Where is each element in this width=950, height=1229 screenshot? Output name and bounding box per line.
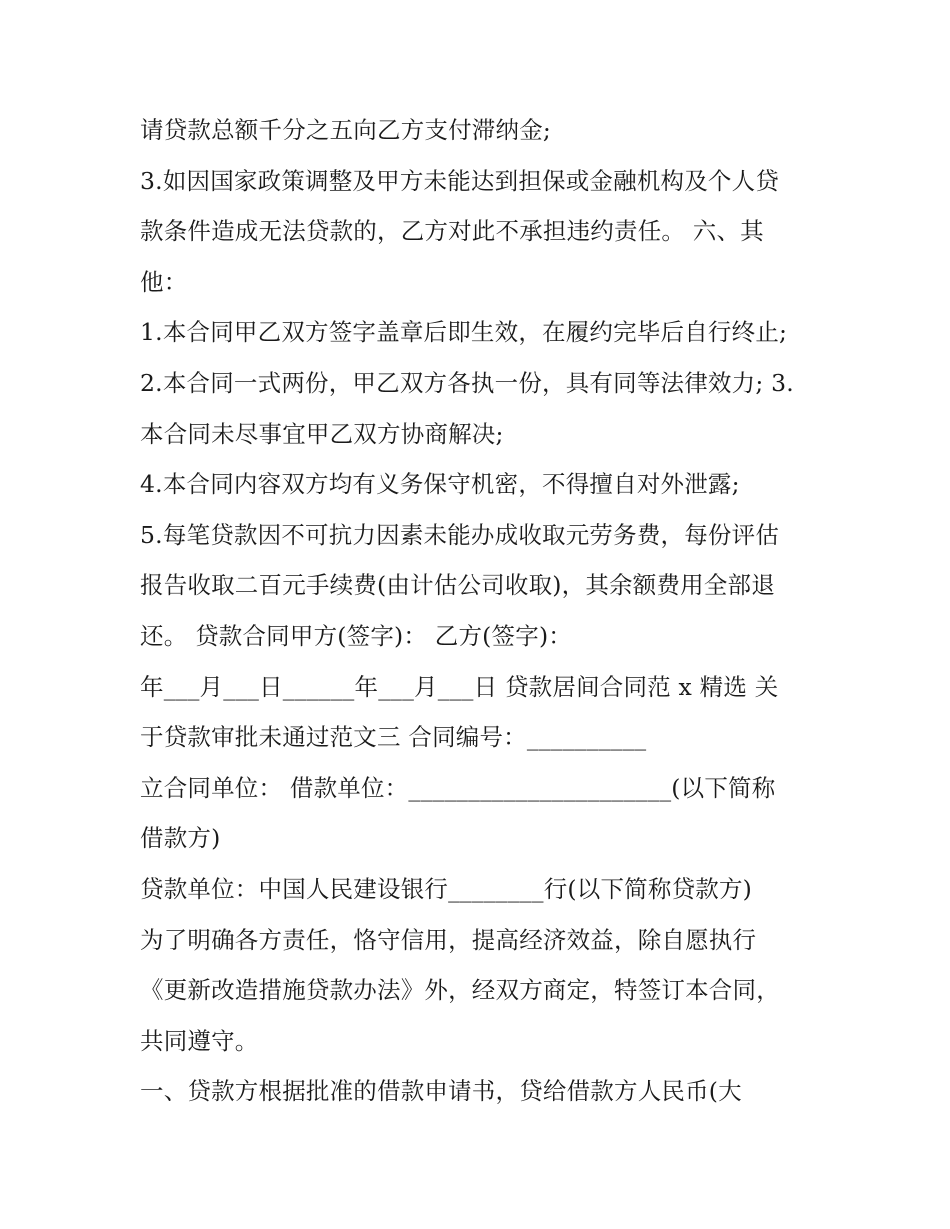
text-line: 借款方) bbox=[140, 824, 221, 853]
text-line: 款条件造成无法贷款的，乙方对此不承担违约责任。 六、其 bbox=[140, 217, 764, 246]
text-line: 立合同单位： 借款单位：______________________(以下简称 bbox=[140, 773, 776, 802]
text-line: 报告收取二百元手续费(由计估公司收取)，其余额费用全部退 bbox=[140, 571, 775, 600]
text-line: 1.本合同甲乙双方签字盖章后即生效，在履约完毕后自行终止; bbox=[140, 318, 788, 347]
text-line: 共同遵守。 bbox=[140, 1026, 259, 1055]
text-line: 还。 贷款合同甲方(签字)： 乙方(签字)： bbox=[140, 621, 573, 650]
text-line: 5.每笔贷款因不可抗力因素未能办成收取元劳务费，每份评估 bbox=[140, 520, 780, 549]
text-line: 为了明确各方责任，恪守信用，提高经济效益，除自愿执行 bbox=[140, 925, 757, 954]
text-line: 4.本合同内容双方均有义务保守机密，不得擅自对外泄露; bbox=[140, 470, 740, 499]
text-line: 年___月___日______年___月___日 贷款居间合同范 x 精选 关 bbox=[140, 672, 779, 701]
text-line: 3.如因国家政策调整及甲方未能达到担保或金融机构及个人贷 bbox=[140, 166, 780, 195]
text-line: 他： bbox=[140, 267, 188, 296]
text-line: 本合同未尽事宜甲乙双方协商解决; bbox=[140, 419, 504, 448]
text-line: 2.本合同一式两份，甲乙双方各执一份，具有同等法律效力; 3. bbox=[140, 368, 794, 397]
text-line: 贷款单位：中国人民建设银行________行(以下简称贷款方) bbox=[140, 874, 753, 903]
text-line: 请贷款总额千分之五向乙方支付滞纳金; bbox=[140, 116, 552, 144]
text-line: 《更新改造措施贷款办法》外，经双方商定，特签订本合同， bbox=[140, 976, 780, 1005]
text-line: 于贷款审批未通过范文三 合同编号：__________ bbox=[140, 723, 647, 752]
text-line: 一、贷款方根据批准的借款申请书，贷给借款方人民币(大 bbox=[140, 1077, 742, 1106]
document-body bbox=[140, 105, 830, 1117]
